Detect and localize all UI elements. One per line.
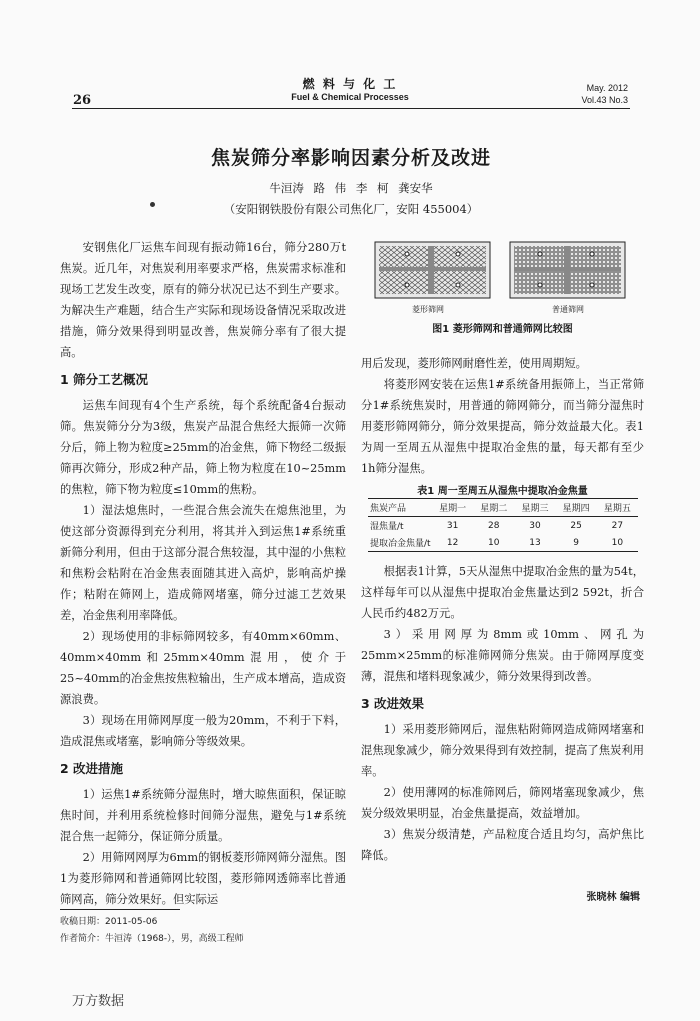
author-bio: 作者简介：牛洹涛（1968-），男，高级工程师 [60, 934, 244, 944]
figure-1-caption: 图1 菱形筛网和普通筛网比较图 [432, 324, 573, 335]
author-list: 牛洹涛 路 伟 李 柯 龚安华 [269, 181, 433, 195]
table-cell: 提取冶金焦量/t [370, 539, 431, 549]
section-1-heading: 1 筛分工艺概况 [60, 372, 149, 387]
received-date: 收稿日期：2011-05-06 [60, 917, 158, 927]
table-header-row [368, 499, 638, 517]
table-cell: 12 [446, 537, 459, 548]
table-row [368, 534, 638, 552]
table-cell: 13 [529, 537, 541, 548]
table-cell: 27 [611, 520, 624, 531]
diamond-screen-panel [375, 242, 490, 298]
section-1-paragraph-2: 1）湿法熄焦时，一些混合焦会流失在熄焦池里，为使这部分资源得到充分利用，将其并入到运焦1#系统重新筛分利用，但由于这部分混合焦较湿，其中湿的小焦粒和焦粉会粘附在冶金焦表面随其进入高炉，影响高炉操作；粘附在筛网上，造成筛网堵塞，筛分过滤工艺效果差，冶金焦利用率降低。 [60, 504, 346, 622]
ordinary-screen-panel [510, 242, 625, 298]
right-paragraph-3: 根据表1计算，5天从湿焦中提取冶金焦的量为54t，这样每年可以从湿焦中提取冶金焦量达到2 592t，折合人民币约482万元。 [361, 565, 644, 620]
issue-volume: Vol.43 No.3 [581, 95, 628, 105]
table-header-cell: 星期五 [603, 504, 631, 514]
editor-credit: 张晓林 编辑 [586, 892, 640, 903]
table-cell: 30 [529, 520, 541, 531]
affiliation: （安阳钢铁股份有限公司焦化厂，安阳 455004） [223, 202, 479, 216]
table-cell: 31 [446, 520, 459, 531]
section-3-heading: 3 改进效果 [361, 696, 425, 711]
issue-info [540, 82, 628, 106]
left-column [60, 237, 346, 910]
table-header-cell: 星期一 [439, 504, 467, 514]
table-cell: 湿焦量/t [370, 522, 404, 532]
section-1-paragraph-3: 2）现场使用的非标筛网较多，有40mm×60mm、40mm×40mm和25mm×40mm混用，使介于25~40mm的冶金焦按焦粒输出，生产成本增高，造成资源浪费。 [60, 630, 346, 706]
diamond-screen-label: 菱形筛网 [412, 305, 444, 314]
right-paragraph-4: 3）采用网厚为8mm或10mm、网孔为25mm×25mm的标准筛网筛分焦炭。由于筛网厚度变薄，混焦和堵料现象减少，筛分效果得到改善。 [361, 628, 644, 683]
footnote-rule [60, 909, 180, 910]
ordinary-screen-label: 普通筛网 [552, 305, 584, 314]
right-paragraph-1: 用后发现，菱形筛网耐磨性差，使用周期短。 [361, 357, 587, 370]
journal-name-cn: 燃 料 与 化 工 [302, 77, 398, 91]
journal-name-en: Fuel & Chemical Processes [291, 92, 409, 102]
table-header-cell: 星期三 [521, 504, 549, 514]
table-cell: 25 [570, 520, 582, 531]
header-rule [72, 108, 630, 109]
table-header-cell: 星期四 [562, 504, 590, 514]
footnote [60, 914, 346, 948]
section-1-paragraph-1: 运焦车间现有4个生产系统，每个系统配备4台振动筛。焦炭筛分分为3级，焦炭产品混合焦经大振筛一次筛分后，筛上物为粒度≥25mm的冶金焦，筛下物经二级振筛再次筛分，形成2种产品，筛上物为粒度在10~25mm的焦粒，筛下物为粒度≤10mm的焦粉。 [60, 399, 346, 496]
table-header-cell: 星期二 [480, 504, 508, 514]
table-header-cell: 焦炭产品 [370, 504, 407, 514]
section-2-paragraph-2: 2）用筛网网厚为6mm的钢板菱形筛网筛分湿焦。图1为菱形筛网和普通筛网比较图，菱形筛网透筛率比普通筛网高，筛分效果好。但实际运 [60, 851, 346, 906]
section-3-paragraph-1: 1）采用菱形筛网后，湿焦粘附筛网造成筛网堵塞和混焦现象减少，筛分效果得到有效控制，提高了焦炭利用率。 [361, 723, 644, 778]
right-column-top [361, 353, 644, 479]
table-cell: 10 [611, 537, 624, 548]
intro-paragraph: 安钢焦化厂运焦车间现有振动筛16台，筛分280万t焦炭。近几年，对焦炭利用率要求严格，焦炭需求标准和现场工艺发生改变，原有的筛分状况已达不到生产要求。为解决生产难题，结合生产实际和现场设备情况采取改进措施，筛分效果得到明显改善，焦炭筛分率有了很大提高。 [60, 241, 346, 359]
article-title: 焦炭筛分率影响因素分析及改进 [210, 147, 491, 169]
section-3-paragraph-2: 2）使用薄网的标准筛网后，筛网堵塞现象减少，焦炭分级效果明显，冶金焦量提高，效益增加。 [361, 786, 644, 820]
right-column-bottom [361, 561, 644, 866]
section-1-paragraph-4: 3）现场在用筛网厚度一般为20mm，不利于下料，造成混焦或堵塞，影响筛分等级效果。 [60, 714, 346, 748]
table-row [368, 517, 638, 535]
table-cell: 9 [573, 537, 580, 548]
journal-name [240, 78, 460, 104]
table-1 [368, 498, 638, 552]
section-3-paragraph-3: 3）焦炭分级清楚，产品粒度合适且均匀，高炉焦比降低。 [361, 828, 644, 862]
page-number: 26 [73, 93, 92, 108]
right-paragraph-2: 将菱形网安装在运焦1#系统备用振筛上，当正常筛分1#系统焦炭时，用普通的筛网筛分，而当筛分湿焦时用菱形筛网筛分，筛分效果提高，筛分效益最大化。表1为周一至周五从湿焦中提取冶金焦的量，每天都有至少1h筛分湿焦。 [361, 378, 644, 475]
section-2-heading: 2 改进措施 [60, 761, 124, 776]
table-cell: 28 [488, 520, 500, 531]
table-cell: 10 [488, 537, 500, 548]
issue-date: May. 2012 [586, 83, 628, 93]
table-1-caption: 表1 周一至周五从湿焦中提取冶金焦量 [417, 486, 588, 497]
section-2-paragraph-1: 1）运焦1#系统筛分湿焦时，增大晾焦面积，保证晾焦时间，并利用系统检修时间筛分湿焦，避免与1#系统混合焦一起筛分，保证筛分质量。 [60, 788, 346, 843]
wanfang-watermark: 万方数据 [72, 994, 125, 1009]
